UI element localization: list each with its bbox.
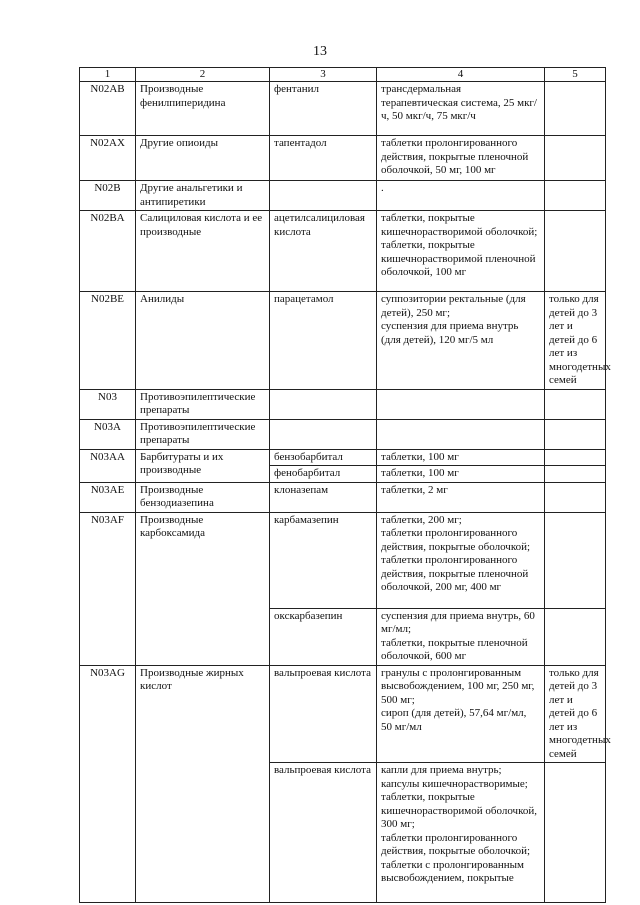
atc-code-cell: N03A [80, 419, 136, 449]
dosage-form: таблетки, 2 мг [381, 483, 448, 496]
table-row [80, 211, 606, 292]
group-name-cell: Другие анальгетики и антипиретики [136, 181, 270, 211]
table-row [80, 82, 606, 136]
table-row [80, 482, 606, 512]
group-name-cell: Противоэпилептические препараты [136, 419, 270, 449]
table-row [80, 292, 606, 390]
dosage-forms-cell [377, 482, 545, 512]
drug-name-cell: фентанил [270, 82, 377, 136]
note-cell: только для детей до 3 лет и детей до 6 лет из многодетных семей [545, 292, 606, 390]
dosage-form: таблетки, 100 мг [381, 467, 459, 479]
atc-code-cell: N03AF [80, 512, 136, 665]
dosage-form: таблетки пролонгированного действия, покрытые оболочкой; [381, 831, 531, 857]
atc-code-cell: N02B [80, 181, 136, 211]
group-name-cell: Противоэпилептические препараты [136, 389, 270, 419]
note-cell [545, 181, 606, 211]
atc-code-cell: N03AA [80, 449, 136, 482]
note-cell [545, 466, 606, 483]
group-name-cell: Производные фенилпиперидина [136, 82, 270, 136]
note-cell [545, 211, 606, 292]
table-row [80, 389, 606, 419]
dosage-forms-cell [377, 512, 545, 608]
drug-name-cell: вальпроевая кислота [270, 665, 377, 763]
note-cell [545, 608, 606, 665]
drug-name-cell: карбамазепин [270, 512, 377, 608]
drug-name-cell [270, 181, 377, 211]
dosage-form: . [381, 182, 384, 194]
note-cell [545, 419, 606, 449]
dosage-form: трансдермальная терапевтическая система, 25 мкг/ч, 50 мкг/ч, 75 мкг/ч [381, 83, 537, 122]
table-row [80, 512, 606, 608]
header-row [80, 68, 606, 82]
drug-name-cell [270, 389, 377, 419]
header-col-5: 5 [545, 68, 606, 82]
drug-name-cell: тапентадол [270, 136, 377, 181]
table-row [80, 665, 606, 763]
note-cell [545, 763, 606, 903]
drug-table [79, 67, 611, 903]
header-col-2: 2 [136, 68, 270, 82]
dosage-form: суппозитории ректальные (для детей), 250 мг; [381, 293, 526, 319]
drug-name-cell: ацетилсалициловая кислота [270, 211, 377, 292]
drug-name-cell: бензобарбитал [270, 449, 377, 466]
dosage-forms-cell [377, 389, 545, 419]
dosage-form: таблетки, покрытые кишечнорастворимой оболочкой; [381, 212, 538, 238]
dosage-forms-cell [377, 82, 545, 136]
group-name-cell: Салициловая кислота и ее производные [136, 211, 270, 292]
dosage-forms-cell [377, 292, 545, 390]
note-cell [545, 82, 606, 136]
table-row [80, 181, 606, 211]
atc-code-cell: N03AE [80, 482, 136, 512]
dosage-forms-cell [377, 665, 545, 763]
atc-code-cell: N02AB [80, 82, 136, 136]
note-cell [545, 512, 606, 608]
dosage-forms-cell [377, 181, 545, 211]
dosage-form: таблетки пролонгированного действия, покрытые оболочкой; [381, 527, 531, 553]
table-row [80, 419, 606, 449]
note-cell [545, 389, 606, 419]
dosage-forms-cell [377, 419, 545, 449]
drug-name-cell [270, 419, 377, 449]
header-col-1: 1 [80, 68, 136, 82]
atc-code-cell: N03AG [80, 665, 136, 903]
dosage-forms-cell [377, 211, 545, 292]
dosage-form: сироп (для детей), 57,64 мг/мл, 50 мг/мл [381, 707, 527, 733]
group-name-cell: Другие опиоиды [136, 136, 270, 181]
dosage-form: таблетки, покрытые кишечнорастворимой оболочкой, 300 мг; [381, 791, 538, 830]
page-number: 13 [313, 44, 327, 59]
dosage-forms-cell [377, 136, 545, 181]
dosage-forms-cell [377, 608, 545, 665]
note-cell [545, 136, 606, 181]
dosage-form: суспензия для приема внутрь, 60 мг/мл; [381, 609, 535, 635]
drug-name-cell: клоназепам [270, 482, 377, 512]
dosage-form: таблетки, покрытые кишечнорастворимой пленочной оболочкой, 100 мг [381, 239, 536, 278]
atc-code-cell: N03 [80, 389, 136, 419]
drug-name-cell: вальпроевая кислота [270, 763, 377, 903]
group-name-cell: Барбитураты и их производные [136, 449, 270, 482]
note-cell: только для детей до 3 лет и детей до 6 лет из многодетных семей [545, 665, 606, 763]
dosage-form: таблетки, 100 мг [381, 450, 459, 463]
dosage-form: капли для приема внутрь; [381, 764, 502, 776]
table-row [80, 136, 606, 181]
drug-name-cell: фенобарбитал [270, 466, 377, 483]
header-col-4: 4 [377, 68, 545, 82]
group-name-cell: Производные карбоксамида [136, 512, 270, 665]
dosage-forms-cell [377, 449, 545, 466]
atc-code-cell: N02AX [80, 136, 136, 181]
dosage-form: гранулы с пролонгированным высвобождением, 100 мг, 250 мг, 500 мг; [381, 666, 535, 706]
atc-code-cell: N02BE [80, 292, 136, 390]
atc-code-cell: N02BA [80, 211, 136, 292]
dosage-form: суспензия для приема внутрь (для детей), 120 мг/5 мл [381, 320, 519, 346]
drug-name-cell: окскарбазепин [270, 608, 377, 665]
table-row [80, 449, 606, 466]
note-cell [545, 449, 606, 466]
note-cell [545, 482, 606, 512]
dosage-form: таблетки пролонгированного действия, покрытые пленочной оболочкой, 50 мг, 100 мг [381, 137, 529, 176]
dosage-form: таблетки, 200 мг; [381, 513, 462, 526]
group-name-cell: Анилиды [136, 292, 270, 390]
group-name-cell: Производные бензодиазепина [136, 482, 270, 512]
dosage-form: таблетки, покрытые пленочной оболочкой, 600 мг [381, 636, 528, 662]
header-col-3: 3 [270, 68, 377, 82]
dosage-form: таблетки пролонгированного действия, покрытые пленочной оболочкой, 200 мг, 400 мг [381, 554, 529, 593]
dosage-forms-cell [377, 763, 545, 903]
group-name-cell: Производные жирных кислот [136, 665, 270, 903]
dosage-forms-cell [377, 466, 545, 483]
dosage-form: капсулы кишечнорастворимые; [381, 777, 528, 790]
dosage-form: таблетки с пролонгированным высвобождением, покрытые [381, 858, 525, 884]
drug-name-cell: парацетамол [270, 292, 377, 390]
